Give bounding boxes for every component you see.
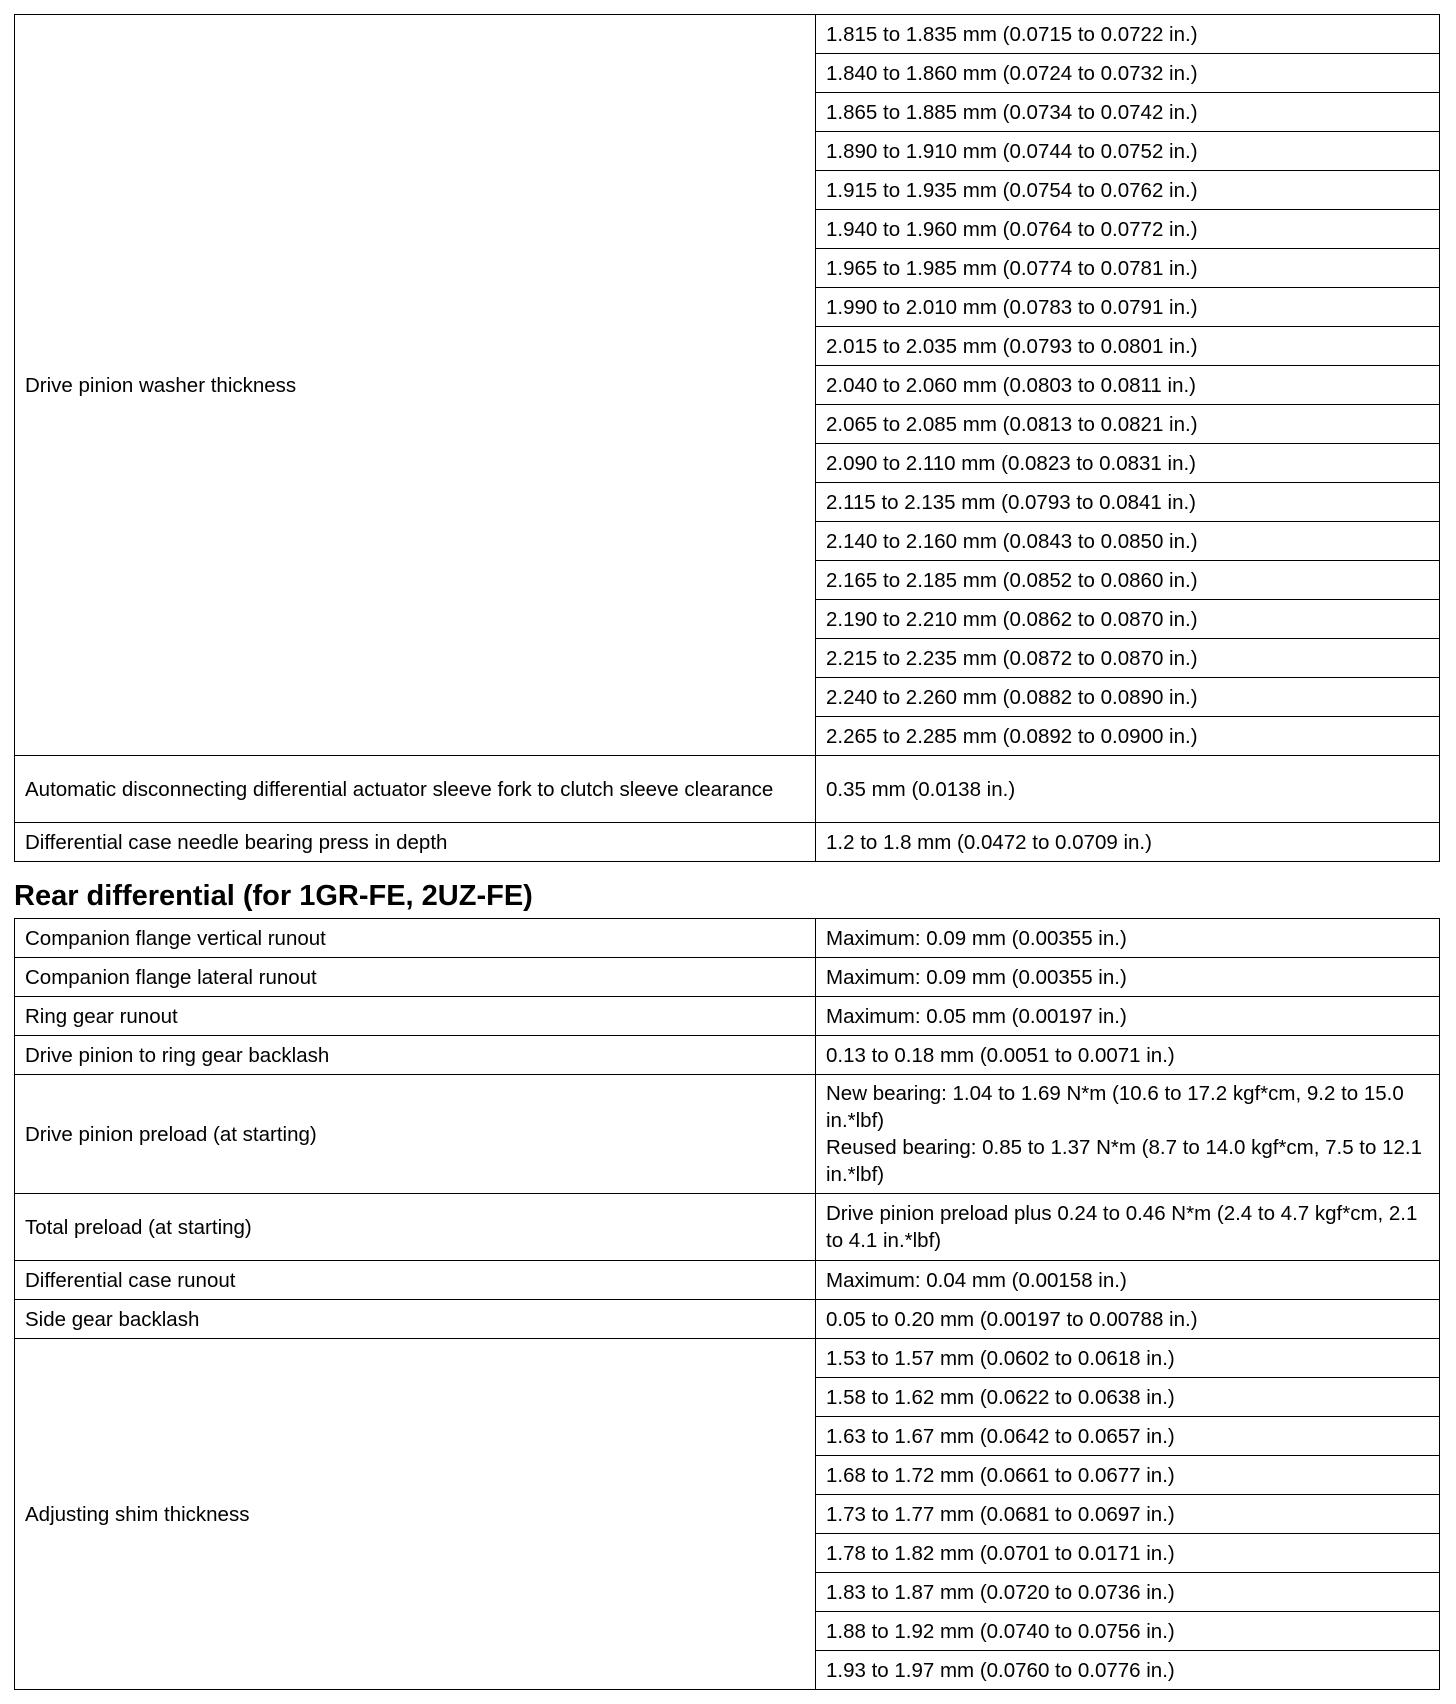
row-label: Differential case runout (15, 1261, 816, 1300)
row-label: Side gear backlash (15, 1300, 816, 1339)
row-label: Drive pinion to ring gear backlash (15, 1036, 816, 1075)
clearance-label: Automatic disconnecting differential actuator sleeve fork to clutch sleeve clearance (15, 756, 816, 823)
table-row (15, 15, 1440, 54)
reused-bearing-text: Reused bearing: 0.85 to 1.37 N*m (8.7 to 14.0 kgf*cm, 7.5 to 12.1 in.*lbf) (826, 1136, 1423, 1186)
table-row (15, 823, 1440, 862)
row-value: Maximum: 0.09 mm (0.00355 in.) (816, 919, 1440, 958)
washer-value: 1.815 to 1.835 mm (0.0715 to 0.0722 in.) (816, 15, 1440, 54)
total-preload-value: Drive pinion preload plus 0.24 to 0.46 N*m (2.4 to 4.7 kgf*cm, 2.1 to 4.1 in.*lbf) (816, 1194, 1440, 1261)
shim-label: Adjusting shim thickness (15, 1339, 816, 1690)
row-value: 0.13 to 0.18 mm (0.0051 to 0.0071 in.) (816, 1036, 1440, 1075)
washer-value: 1.915 to 1.935 mm (0.0754 to 0.0762 in.) (816, 171, 1440, 210)
row-label: Companion flange vertical runout (15, 919, 816, 958)
preload-label: Drive pinion preload (at starting) (15, 1075, 816, 1194)
washer-value: 1.865 to 1.885 mm (0.0734 to 0.0742 in.) (816, 93, 1440, 132)
table-row (15, 1075, 1440, 1194)
washer-value: 2.240 to 2.260 mm (0.0882 to 0.0890 in.) (816, 678, 1440, 717)
shim-value: 1.83 to 1.87 mm (0.0720 to 0.0736 in.) (816, 1573, 1440, 1612)
shim-value: 1.93 to 1.97 mm (0.0760 to 0.0776 in.) (816, 1651, 1440, 1690)
washer-value: 2.115 to 2.135 mm (0.0793 to 0.0841 in.) (816, 483, 1440, 522)
table-row (15, 756, 1440, 823)
washer-value: 2.190 to 2.210 mm (0.0862 to 0.0870 in.) (816, 600, 1440, 639)
table-row (15, 958, 1440, 997)
press-depth-label: Differential case needle bearing press in depth (15, 823, 816, 862)
shim-value: 1.78 to 1.82 mm (0.0701 to 0.0171 in.) (816, 1534, 1440, 1573)
row-value: Maximum: 0.05 mm (0.00197 in.) (816, 997, 1440, 1036)
table-row (15, 919, 1440, 958)
press-depth-value: 1.2 to 1.8 mm (0.0472 to 0.0709 in.) (816, 823, 1440, 862)
table-row (15, 1261, 1440, 1300)
new-bearing-text: New bearing: 1.04 to 1.69 N*m (10.6 to 17.2 kgf*cm, 9.2 to 15.0 in.*lbf) (826, 1082, 1404, 1132)
row-value: Maximum: 0.04 mm (0.00158 in.) (816, 1261, 1440, 1300)
table-row (15, 1036, 1440, 1075)
shim-value: 1.73 to 1.77 mm (0.0681 to 0.0697 in.) (816, 1495, 1440, 1534)
washer-value: 2.090 to 2.110 mm (0.0823 to 0.0831 in.) (816, 444, 1440, 483)
washer-value: 2.140 to 2.160 mm (0.0843 to 0.0850 in.) (816, 522, 1440, 561)
front-spec-table (14, 14, 1440, 862)
washer-value: 2.215 to 2.235 mm (0.0872 to 0.0870 in.) (816, 639, 1440, 678)
washer-label: Drive pinion washer thickness (15, 15, 816, 756)
washer-value: 2.040 to 2.060 mm (0.0803 to 0.0811 in.) (816, 366, 1440, 405)
washer-value: 1.890 to 1.910 mm (0.0744 to 0.0752 in.) (816, 132, 1440, 171)
rear-spec-table (14, 918, 1440, 1690)
clearance-value: 0.35 mm (0.0138 in.) (816, 756, 1440, 823)
table-row (15, 997, 1440, 1036)
washer-value: 1.940 to 1.960 mm (0.0764 to 0.0772 in.) (816, 210, 1440, 249)
total-preload-label: Total preload (at starting) (15, 1194, 816, 1261)
washer-value: 2.165 to 2.185 mm (0.0852 to 0.0860 in.) (816, 561, 1440, 600)
washer-value: 1.840 to 1.860 mm (0.0724 to 0.0732 in.) (816, 54, 1440, 93)
preload-value (816, 1075, 1440, 1194)
washer-value: 1.990 to 2.010 mm (0.0783 to 0.0791 in.) (816, 288, 1440, 327)
row-label: Ring gear runout (15, 997, 816, 1036)
shim-value: 1.53 to 1.57 mm (0.0602 to 0.0618 in.) (816, 1339, 1440, 1378)
table-row (15, 1300, 1440, 1339)
shim-value: 1.68 to 1.72 mm (0.0661 to 0.0677 in.) (816, 1456, 1440, 1495)
row-value: 0.05 to 0.20 mm (0.00197 to 0.00788 in.) (816, 1300, 1440, 1339)
shim-value: 1.58 to 1.62 mm (0.0622 to 0.0638 in.) (816, 1378, 1440, 1417)
row-label: Companion flange lateral runout (15, 958, 816, 997)
table-row (15, 1194, 1440, 1261)
washer-value: 2.265 to 2.285 mm (0.0892 to 0.0900 in.) (816, 717, 1440, 756)
washer-value: 2.065 to 2.085 mm (0.0813 to 0.0821 in.) (816, 405, 1440, 444)
shim-value: 1.63 to 1.67 mm (0.0642 to 0.0657 in.) (816, 1417, 1440, 1456)
shim-value: 1.88 to 1.92 mm (0.0740 to 0.0756 in.) (816, 1612, 1440, 1651)
row-value: Maximum: 0.09 mm (0.00355 in.) (816, 958, 1440, 997)
table-row (15, 1339, 1440, 1378)
section-title: Rear differential (for 1GR-FE, 2UZ-FE) (14, 880, 533, 912)
washer-value: 1.965 to 1.985 mm (0.0774 to 0.0781 in.) (816, 249, 1440, 288)
washer-value: 2.015 to 2.035 mm (0.0793 to 0.0801 in.) (816, 327, 1440, 366)
